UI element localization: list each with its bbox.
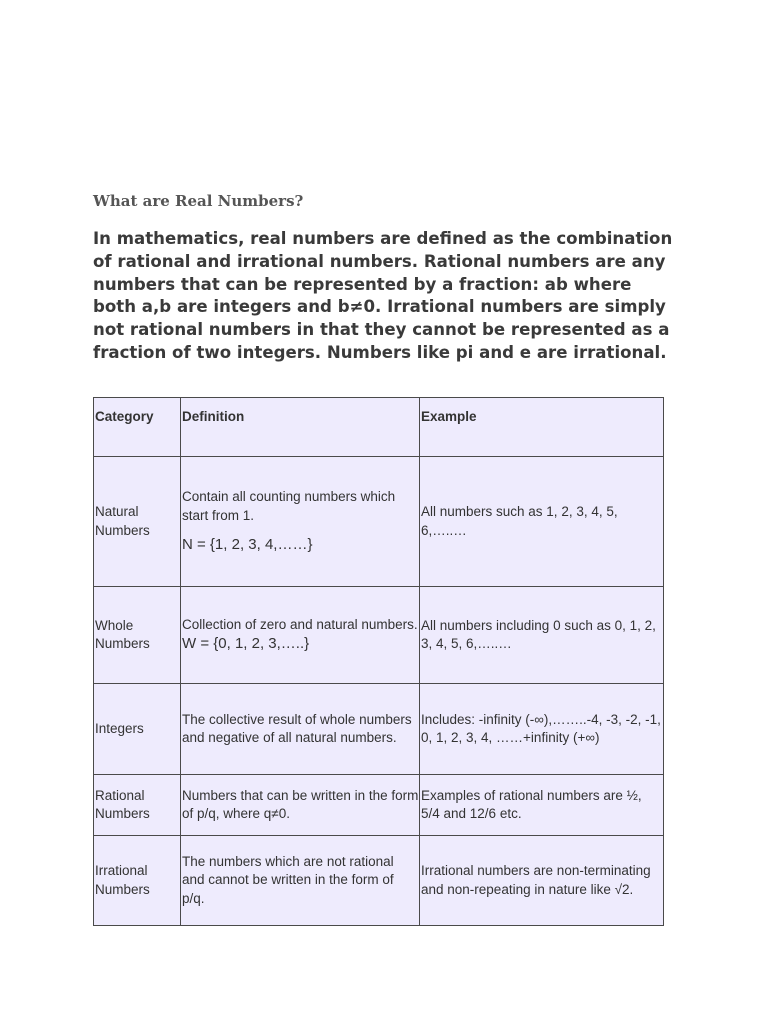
- table-row: [94, 836, 664, 926]
- example-cell: All numbers including 0 such as 0, 1, 2, 3, 4, 5, 6,…..…: [420, 587, 664, 684]
- table-header-row: [94, 398, 664, 457]
- example-cell: Examples of rational numbers are ½, 5/4 and 12/6 etc.: [420, 775, 664, 836]
- category-cell: Whole Numbers: [94, 587, 181, 684]
- header-example: Example: [420, 398, 664, 457]
- header-definition: Definition: [181, 398, 420, 457]
- definition-cell: [181, 457, 420, 587]
- category-cell: Natural Numbers: [94, 457, 181, 587]
- definition-cell: Numbers that can be written in the form of p/q, where q≠0.: [181, 775, 420, 836]
- intro-paragraph: In mathematics, real numbers are defined as the combination of rational and irrational numbers. Rational numbers are any numbers that can be represented by a fraction: ab where both a,b are integers and b≠0. Irrational numbers are simply not rational numbers in that they cannot be represented as a fraction of two integers. Numbers like pi and e are irrational.: [93, 229, 673, 362]
- set-notation: N = {1, 2, 3, 4,……}: [182, 536, 313, 553]
- category-cell: Irrational Numbers: [94, 836, 181, 926]
- definition-cell: The numbers which are not rational and cannot be written in the form of p/q.: [181, 836, 420, 926]
- definition-cell: The collective result of whole numbers and negative of all natural numbers.: [181, 684, 420, 775]
- table-row: [94, 457, 664, 587]
- category-cell: Rational Numbers: [94, 775, 181, 836]
- example-cell: Irrational numbers are non-terminating and non-repeating in nature like √2.: [420, 836, 664, 926]
- page-title: What are Real Numbers?: [93, 192, 304, 210]
- set-notation: W = {0, 1, 2, 3,…..}: [182, 635, 310, 653]
- number-types-table: [93, 397, 664, 926]
- example-cell: All numbers such as 1, 2, 3, 4, 5, 6,…..…: [420, 457, 664, 587]
- category-cell: Integers: [94, 684, 181, 775]
- definition-text: Collection of zero and natural numbers.: [182, 616, 418, 632]
- table-row: [94, 775, 664, 836]
- header-category: Category: [94, 398, 181, 457]
- example-cell: Includes: -infinity (-∞),……..-4, -3, -2, -1, 0, 1, 2, 3, 4, ……+infinity (+∞): [420, 684, 664, 775]
- definition-text: Contain all counting numbers which start from 1.: [182, 489, 396, 523]
- definition-cell: [181, 587, 420, 684]
- table-row: [94, 587, 664, 684]
- table-row: [94, 684, 664, 775]
